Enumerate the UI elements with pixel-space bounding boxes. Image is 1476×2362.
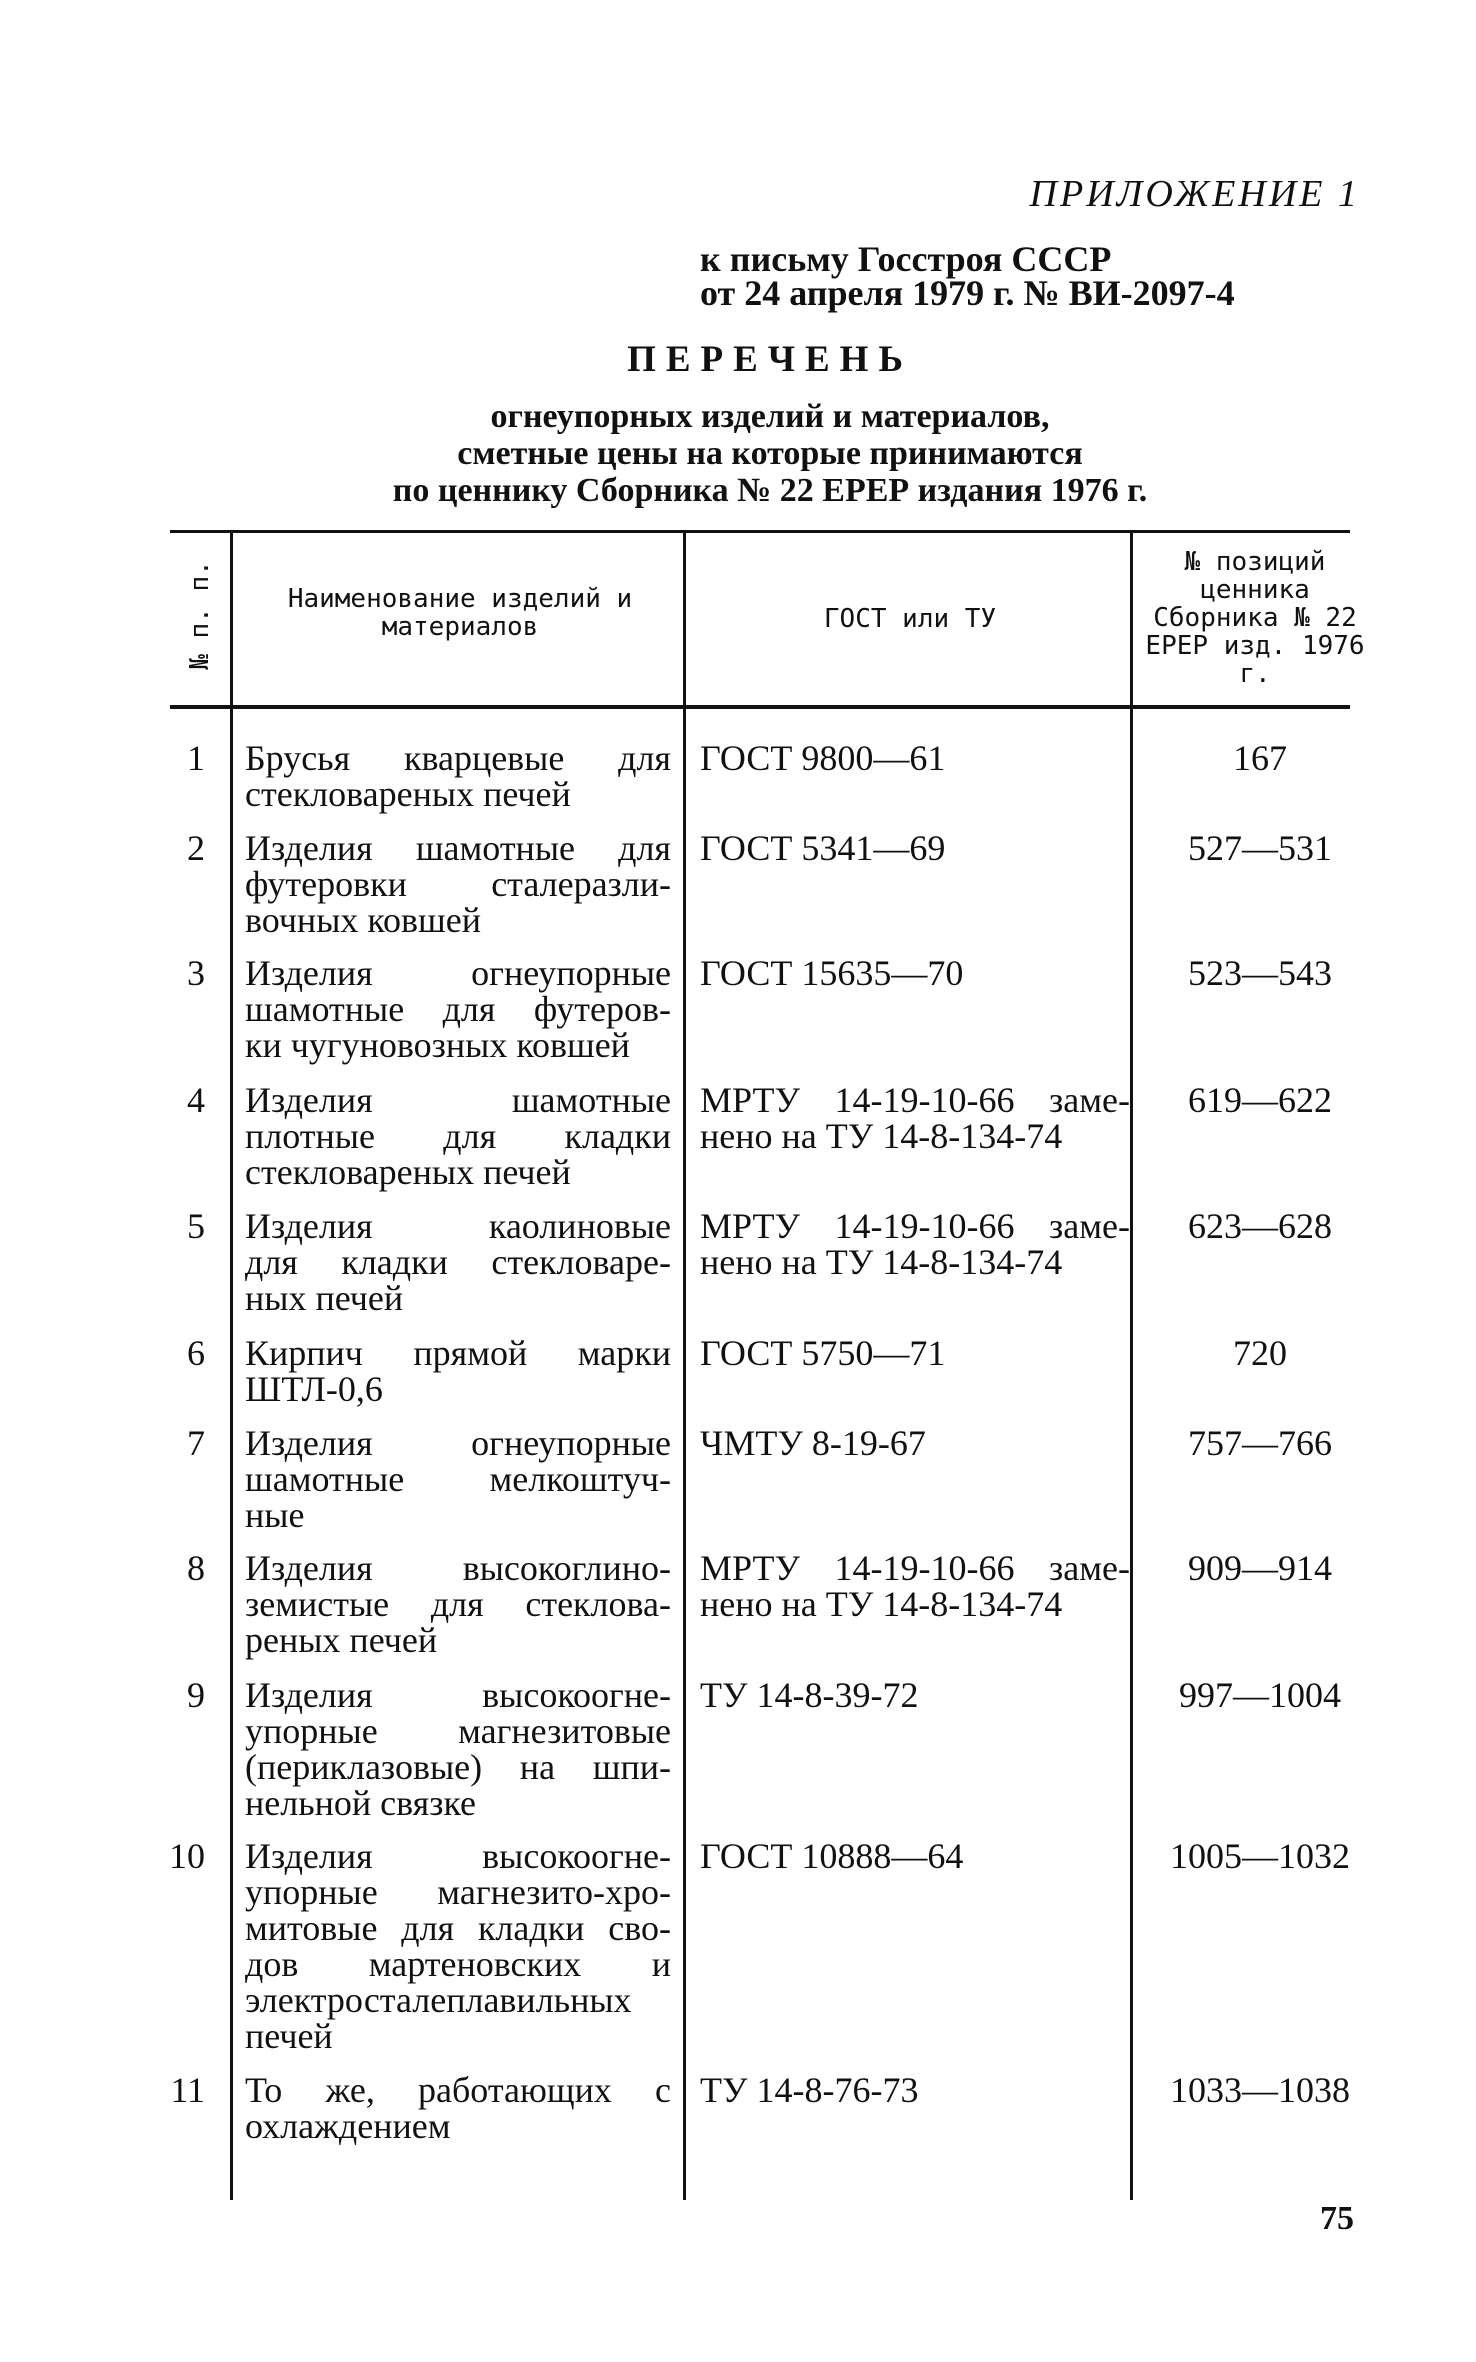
- row-price-positions: 619—622: [1188, 1080, 1332, 1120]
- item-name-line: стекловареных печей: [245, 774, 571, 814]
- row-price-positions: 623—628: [1188, 1206, 1332, 1246]
- row-number: 3: [187, 953, 205, 993]
- item-name-line: нельной связке: [245, 1783, 477, 1823]
- item-name-line: Изделия каолиновые: [245, 1206, 671, 1246]
- row-number: 5: [187, 1206, 205, 1246]
- row-standard: [700, 1082, 1130, 1154]
- row-standard: [700, 740, 1130, 776]
- row-price-positions: 527—531: [1188, 828, 1332, 868]
- item-name-line: ные: [245, 1495, 305, 1535]
- standard-line: МРТУ 14-19-10-66 заме-: [700, 1080, 1130, 1120]
- standard-line: МРТУ 14-19-10-66 заме-: [700, 1206, 1130, 1246]
- letter-reference-line1: к письму Госстроя СССР: [700, 239, 1112, 279]
- row-standard: [700, 830, 1130, 866]
- row-price-positions: 523—543: [1188, 953, 1332, 993]
- row-number: 2: [187, 828, 205, 868]
- item-name-line: земистые для стеклова-: [245, 1584, 671, 1624]
- document-subtitle-line2: сметные цены на которые принимаются: [457, 435, 1083, 472]
- standard-line: ТУ 14-8-76-73: [700, 2070, 919, 2110]
- row-number: 1: [187, 738, 205, 778]
- item-name-line: охлаждением: [245, 2106, 451, 2146]
- row-standard: [700, 1425, 1130, 1461]
- table-column-divider-1: [230, 530, 233, 2200]
- row-price-positions: 167: [1233, 738, 1287, 778]
- standard-line: ГОСТ 5341—69: [700, 828, 946, 868]
- standard-line: нено на ТУ 14-8-134-74: [700, 1584, 1063, 1624]
- standard-line: нено на ТУ 14-8-134-74: [700, 1116, 1063, 1156]
- item-name-line: Изделия высокоогне-: [245, 1675, 671, 1715]
- item-name-line: плотные для кладки: [245, 1116, 671, 1156]
- column-header-num: № п. п.: [185, 560, 215, 670]
- row-number: 11: [170, 2070, 205, 2110]
- row-price-positions: 997—1004: [1179, 1675, 1341, 1715]
- item-name-line: Кирпич прямой марки: [245, 1333, 671, 1373]
- row-item-name: [245, 2072, 671, 2144]
- appendix-label: ПРИЛОЖЕНИЕ 1: [1029, 173, 1360, 215]
- item-name-line: Изделия шамотные для: [245, 828, 671, 868]
- row-standard: [700, 955, 1130, 991]
- column-header-position: № позиций ценника Сборника № 22 ЕРЕР изд. 1976 г.: [1145, 547, 1365, 689]
- item-name-line: (периклазовые) на шпи-: [245, 1747, 671, 1787]
- item-name-line: ки чугуновозных ковшей: [245, 1025, 630, 1065]
- row-item-name: [245, 1208, 671, 1316]
- item-name-line: Изделия высокоогне-: [245, 1836, 671, 1876]
- standard-line: ГОСТ 5750—71: [700, 1333, 946, 1373]
- item-name-line: То же, работающих с: [245, 2070, 671, 2110]
- row-price-positions: 720: [1233, 1333, 1287, 1373]
- item-name-line: вочных ковшей: [245, 900, 482, 940]
- row-item-name: [245, 1838, 671, 2054]
- row-item-name: [245, 955, 671, 1063]
- standard-line: ГОСТ 10888—64: [700, 1836, 964, 1876]
- standard-line: ЧМТУ 8-19-67: [700, 1423, 926, 1463]
- column-header-gost: ГОСТ или ТУ: [823, 604, 997, 634]
- row-standard: [700, 1550, 1130, 1622]
- item-name-line: ШТЛ-0,6: [245, 1369, 383, 1409]
- row-number: 6: [187, 1333, 205, 1373]
- row-price-positions: 1005—1032: [1170, 1836, 1350, 1876]
- row-item-name: [245, 1335, 671, 1407]
- item-name-line: Изделия высокоглино-: [245, 1548, 671, 1588]
- document-subtitle-line3: по ценнику Сборника № 22 ЕРЕР издания 1976 г.: [392, 472, 1148, 509]
- item-name-line: шамотные для футеров-: [245, 989, 671, 1029]
- document-subtitle-line1: огнеупорных изделий и материалов,: [490, 398, 1050, 435]
- column-header-name: Наименование изделий и материалов: [287, 584, 633, 642]
- letter-reference-line2: от 24 апреля 1979 г. № ВИ-2097-4: [700, 273, 1235, 313]
- row-standard: [700, 2072, 1130, 2108]
- row-standard: [700, 1838, 1130, 1874]
- standard-line: нено на ТУ 14-8-134-74: [700, 1242, 1063, 1282]
- row-number: 4: [187, 1080, 205, 1120]
- item-name-line: футеровки сталеразли-: [245, 864, 671, 904]
- item-name-line: Брусья кварцевые для: [245, 738, 671, 778]
- row-standard: [700, 1335, 1130, 1371]
- row-item-name: [245, 740, 671, 812]
- row-number: 8: [187, 1548, 205, 1588]
- item-name-line: для кладки стекловаре-: [245, 1242, 671, 1282]
- item-name-line: электросталеплавильных: [245, 1980, 632, 2020]
- row-item-name: [245, 1425, 671, 1533]
- row-standard: [700, 1677, 1130, 1713]
- row-item-name: [245, 830, 671, 938]
- standard-line: ГОСТ 9800—61: [700, 738, 946, 778]
- table-header-bottom-border: [170, 705, 1350, 709]
- table-column-divider-2: [683, 530, 686, 2200]
- item-name-line: реных печей: [245, 1620, 438, 1660]
- page-number: 75: [1320, 2200, 1354, 2237]
- document-title: ПЕРЕЧЕНЬ: [627, 339, 913, 380]
- row-number: 10: [169, 1836, 205, 1876]
- row-item-name: [245, 1082, 671, 1190]
- row-standard: [700, 1208, 1130, 1280]
- row-item-name: [245, 1550, 671, 1658]
- item-name-line: Изделия огнеупорные: [245, 953, 671, 993]
- row-price-positions: 757—766: [1188, 1423, 1332, 1463]
- item-name-line: ных печей: [245, 1278, 404, 1318]
- item-name-line: шамотные мелкоштуч-: [245, 1459, 671, 1499]
- item-name-line: Изделия шамотные: [245, 1080, 671, 1120]
- row-price-positions: 1033—1038: [1170, 2070, 1350, 2110]
- row-number: 7: [187, 1423, 205, 1463]
- item-name-line: дов мартеновских и: [245, 1944, 671, 1984]
- item-name-line: печей: [245, 2016, 333, 2056]
- item-name-line: митовые для кладки сво-: [245, 1908, 671, 1948]
- row-item-name: [245, 1677, 671, 1821]
- item-name-line: упорные магнезито-хро-: [245, 1872, 671, 1912]
- standard-line: ГОСТ 15635—70: [700, 953, 964, 993]
- standard-line: МРТУ 14-19-10-66 заме-: [700, 1548, 1130, 1588]
- item-name-line: упорные магнезитовые: [245, 1711, 671, 1751]
- item-name-line: Изделия огнеупорные: [245, 1423, 671, 1463]
- row-price-positions: 909—914: [1188, 1548, 1332, 1588]
- standard-line: ТУ 14-8-39-72: [700, 1675, 919, 1715]
- row-number: 9: [187, 1675, 205, 1715]
- item-name-line: стекловареных печей: [245, 1152, 571, 1192]
- table-top-border: [170, 530, 1350, 533]
